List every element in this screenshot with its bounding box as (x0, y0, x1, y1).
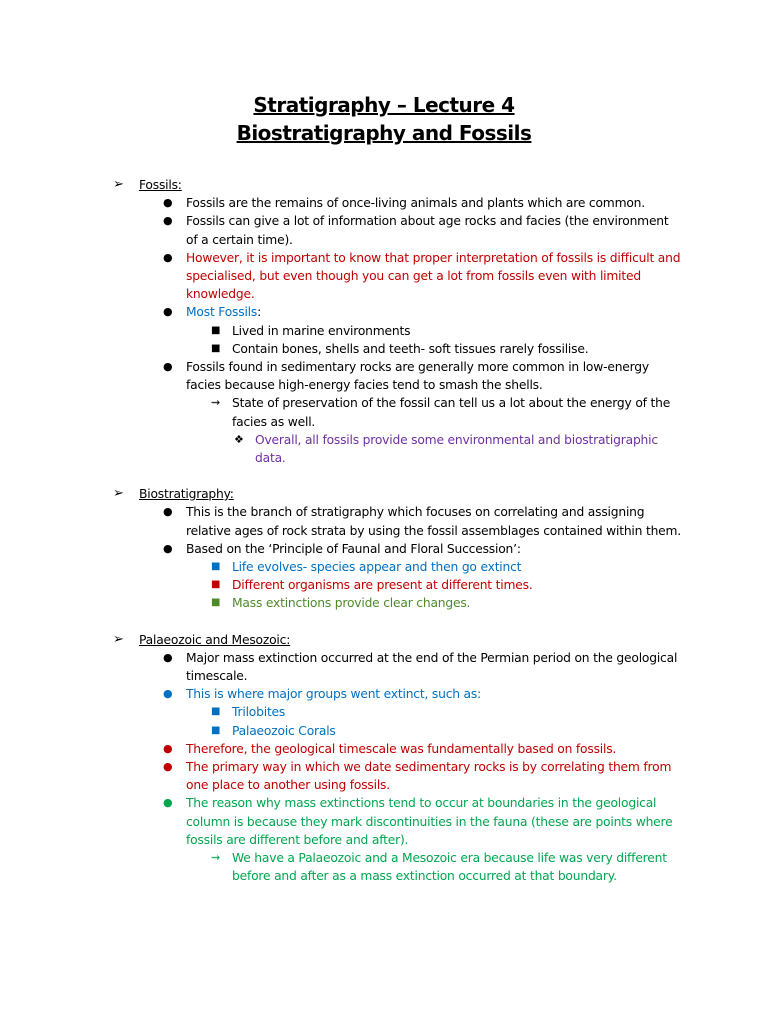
list-item-text: Fossils found in sedimentary rocks are generally more common in low-energy facies because high-energy facies tend to smash the shells. (186, 360, 649, 393)
list-item (113, 249, 683, 304)
sub-list-item (113, 558, 683, 576)
arrow-bullet-icon: ➢ (113, 177, 124, 192)
sub-list-item (113, 594, 683, 612)
sub-list-item (113, 322, 683, 340)
list-item-colon: : (257, 305, 262, 320)
list-item-text: This is the branch of stratigraphy which focuses on correlating and assigning relative ages of rock strata by using the fossil assemblages contained within them. (186, 505, 682, 538)
list-item (113, 303, 683, 321)
bullet-square-icon: ■ (211, 561, 221, 573)
sub-list-item (113, 703, 683, 721)
bullet-list (113, 649, 683, 886)
document-body (113, 176, 683, 903)
bullet-dot-icon: ● (163, 360, 173, 374)
title-block (0, 91, 768, 147)
list-item-text: Most Fossils (186, 305, 258, 320)
list-item (113, 685, 683, 703)
bullet-dot-icon: ● (163, 760, 173, 774)
list-item (113, 212, 683, 248)
bullet-square-icon: ■ (211, 706, 221, 718)
list-item-text: Major mass extinction occurred at the end of the Permian period on the geological timescale. (186, 650, 678, 684)
sub-sub-list-item (113, 431, 683, 467)
list-item-text: Palaeozoic Corals (232, 723, 336, 738)
arrow-bullet-icon: ➢ (113, 631, 124, 647)
bullet-dot-icon: ● (163, 650, 173, 664)
bullet-dot-icon: ● (163, 305, 173, 319)
bullet-square-icon: ■ (211, 597, 221, 609)
bullet-list (113, 194, 683, 467)
bullet-diamond-icon: ❖ (234, 432, 244, 446)
sub-list-item (113, 394, 683, 430)
list-item-text: Fossils can give a lot of information about age rocks and facies (the environment of a certain time). (186, 214, 669, 247)
list-item-text: Different organisms are present at different times. (232, 578, 533, 593)
list-item-text: Lived in marine environments (232, 323, 411, 338)
list-item-text: The reason why mass extinctions tend to occur at boundaries in the geological column is because they mark discontinuities in the fauna (these are points where fossils are different before and after). (186, 796, 673, 847)
section-heading: Palaeozoic and Mesozoic: (139, 632, 291, 647)
list-item-text: Overall, all fossils provide some environmental and biostratigraphic data. (255, 432, 658, 466)
bullet-dot-icon: ● (163, 541, 173, 555)
page-subtitle: Biostratigraphy and Fossils (236, 121, 532, 145)
list-item (113, 649, 683, 685)
list-item-text: Mass extinctions provide clear changes. (232, 596, 471, 611)
list-item-text: Fossils are the remains of once-living animals and plants which are common. (186, 196, 645, 211)
section-heading-row (113, 176, 683, 194)
list-item-text: Life evolves- species appear and then go extinct (232, 560, 522, 575)
bullet-square-icon: ■ (211, 579, 221, 591)
list-item (113, 758, 683, 794)
section-heading: Biostratigraphy: (139, 487, 234, 502)
list-item-text: The primary way in which we date sedimentary rocks is by correlating them from one place to another using fossils. (186, 760, 672, 793)
list-item (113, 503, 683, 539)
bullet-dot-icon: ● (163, 687, 173, 701)
list-item (113, 358, 683, 394)
sub-list-item (113, 340, 683, 358)
section-palaeozoic-mesozoic (113, 631, 683, 886)
sub-list-item (113, 576, 683, 594)
bullet-swirl-arrow-icon: ⇝ (211, 851, 221, 865)
bullet-dot-icon: ● (163, 196, 173, 210)
bullet-dot-icon: ● (163, 214, 173, 228)
section-fossils (113, 176, 683, 467)
page-title: Stratigraphy – Lecture 4 (253, 93, 515, 117)
bullet-square-icon: ■ (211, 724, 221, 736)
list-item (113, 740, 683, 758)
list-item-text: Based on the ‘Principle of Faunal and Floral Succession’: (186, 541, 521, 556)
list-item-text: Trilobites (232, 705, 286, 720)
list-item-text: Contain bones, shells and teeth- soft tissues rarely fossilise. (232, 341, 589, 356)
bullet-dot-icon: ● (163, 796, 173, 810)
list-item (113, 540, 683, 558)
arrow-bullet-icon: ➢ (113, 486, 124, 502)
list-item-text: However, it is important to know that proper interpretation of fossils is difficult and specialised, but even though you can get a lot from fossils even with limited knowledge. (186, 250, 681, 302)
list-item (113, 794, 683, 849)
list-item-text: State of preservation of the fossil can tell us a lot about the energy of the facies as well. (232, 396, 671, 429)
bullet-square-icon: ■ (211, 342, 221, 354)
section-heading-row (113, 485, 683, 503)
bullet-square-icon: ■ (211, 324, 221, 336)
list-item-text: We have a Palaeozoic and a Mesozoic era because life was very different before and after as a mass extinction occurred at that boundary. (232, 851, 667, 884)
list-item (113, 194, 683, 212)
section-heading-row (113, 631, 683, 649)
bullet-dot-icon: ● (163, 741, 173, 755)
list-item-text: Therefore, the geological timescale was fundamentally based on fossils. (186, 741, 617, 756)
bullet-swirl-arrow-icon: ⇝ (211, 396, 221, 410)
section-biostratigraphy (113, 485, 683, 612)
bullet-dot-icon: ● (163, 505, 173, 519)
sub-list-item (113, 722, 683, 740)
section-heading: Fossils: (139, 178, 182, 192)
bullet-dot-icon: ● (163, 250, 173, 264)
sub-list-item (113, 849, 683, 885)
list-item-text: This is where major groups went extinct, such as: (186, 687, 482, 702)
bullet-list (113, 503, 683, 612)
